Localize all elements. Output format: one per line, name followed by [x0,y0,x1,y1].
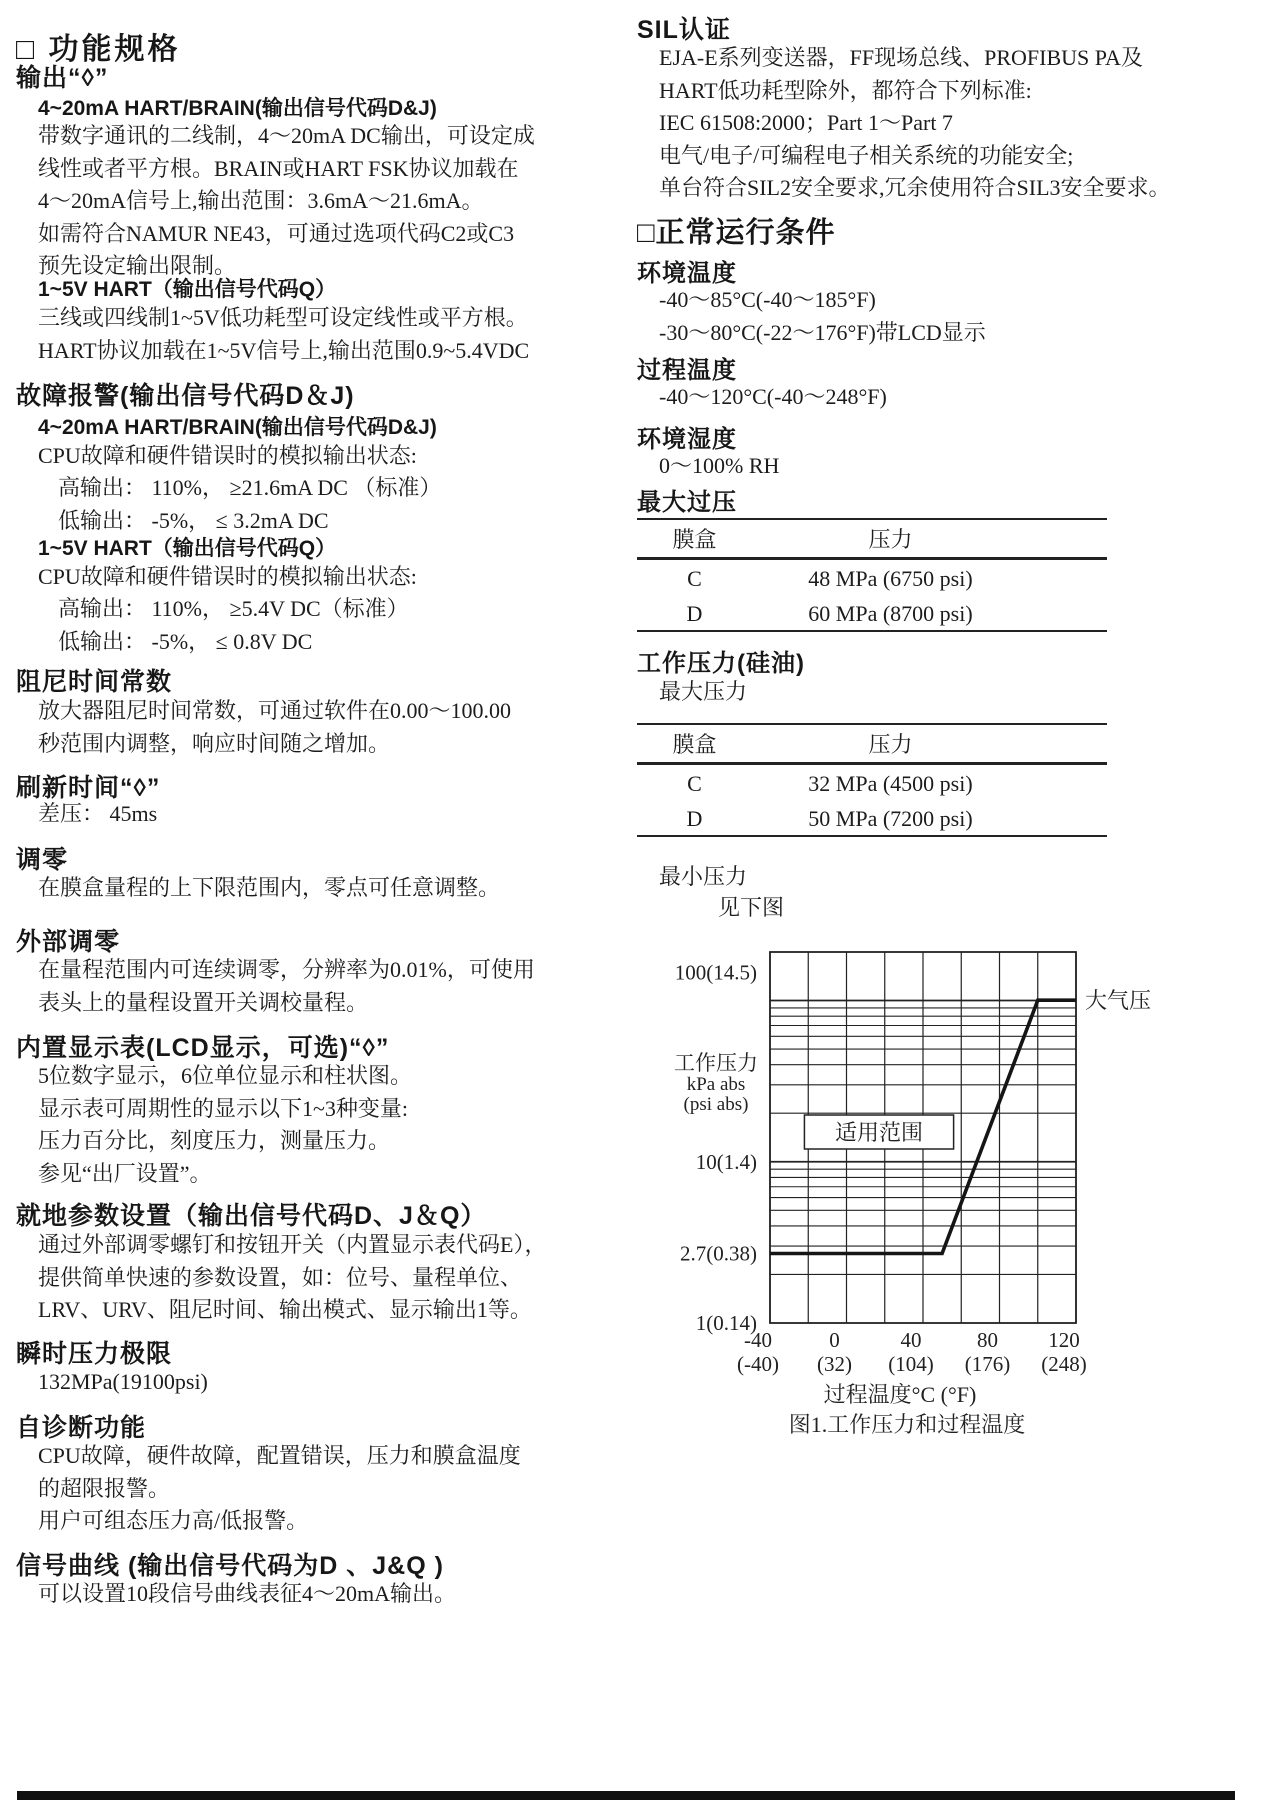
range-box-label: 适用范围 [835,1120,924,1146]
section-heading: 自诊断功能 [16,1414,147,1442]
text-line: 显示表可周期性的显示以下1~3种变量: [38,1095,409,1121]
pressure-cell: 50 MPa (7200 psi) [808,806,973,831]
subheading: 1~5V HART（输出信号代码Q） [38,278,337,301]
paragraph [637,284,1267,349]
paragraph [16,695,616,760]
text-line: 低输出： -5%， ≤ 0.8V DC [58,628,313,654]
table-row [637,598,1107,630]
text-line: 三线或四线制1~5V低功耗型可设定线性或平方根。 [38,305,528,330]
table-header-row [637,520,1107,560]
text-line: 可以设置10段信号曲线表征4～20mA输出。 [38,1581,457,1606]
capsule-cell: C [687,771,702,796]
text-line: EJA-E系列变送器，FF现场总线、PROFIBUS PA及 [659,45,1143,70]
section-heading: 内置显示表(LCD显示，可选)“◊” [16,1034,390,1062]
text-line: 在量程范围内可连续调零，分辨率为0.01%，可使用 [38,957,535,982]
paragraph [16,120,616,283]
subheading: 最小压力 [659,864,748,889]
section-heading: 刷新时间“◊” [16,774,161,802]
text-line: 压力百分比，刻度压力，测量压力。 [38,1128,391,1153]
figure-caption: 图1.工作压力和过程温度 [788,1412,1026,1437]
text-line: -40～120°C(-40～248°F) [659,384,887,409]
capsule-cell: C [687,566,702,591]
text-line: 5位数字显示，6位单位显示和柱状图。 [38,1063,413,1088]
text-line: 预先设定输出限制。 [38,253,237,278]
section-heading: 瞬时压力极限 [16,1340,173,1368]
x-tick-label-c: 40 [900,1328,922,1352]
footer-rule [17,1791,1235,1800]
text-line: IEC 61508:2000；Part 1～Part 7 [659,110,953,135]
x-tick-label-c: 0 [829,1328,840,1352]
text-line: CPU故障和硬件错误时的模拟输出状态: [38,564,417,589]
section-title-normal-operating: □正常运行条件 [637,217,836,249]
text-line: LRV、URV、阻尼时间、输出模式、显示输出1等。 [38,1297,532,1322]
y-axis-label: 工作压力 [674,1051,758,1075]
column-header: 膜盒 [672,527,717,552]
section-heading: 信号曲线 (输出信号代码为D 、J&Q ) [16,1552,444,1580]
text-line: 线性或者平方根。BRAIN或HART FSK协议加载在 [38,155,519,181]
text-line: 电气/电子/可编程电子相关系统的功能安全; [659,142,1074,168]
section-heading: 故障报警(输出信号代码D＆J) [16,382,355,410]
text-line: 单台符合SIL2安全要求,冗余使用符合SIL3安全要求。 [659,175,1171,200]
text-line: 放大器阻尼时间常数，可通过软件在0.00～100.00 [38,698,512,723]
text-line: 表头上的量程设置开关调校量程。 [38,989,369,1015]
section-heading: 最大过压 [637,489,737,516]
section-heading: 阻尼时间常数 [16,668,173,696]
text-line: -30～80°C(-22～176°F)带LCD显示 [659,319,986,345]
x-tick-label-f: (176) [964,1352,1011,1376]
text-line: HART低功耗型除外，都符合下列标准: [659,77,1032,103]
text-line: 132MPa(19100psi) [38,1369,208,1394]
paragraph [16,1060,616,1190]
y-tick-label: 10(1.4) [695,1149,757,1174]
text-line: CPU故障，硬件故障，配置错误，压力和膜盒温度 [38,1443,521,1468]
see-figure-note: 见下图 [718,895,785,920]
text-line: 高输出： 110%， ≥5.4V DC（标准） [58,596,409,621]
section-heading: SIL认证 [637,16,731,44]
pressure-cell: 48 MPa (6750 psi) [808,566,973,591]
section-heading: 就地参数设置（输出信号代码D、J＆Q） [16,1202,487,1230]
x-tick-label-f: (-40) [737,1352,779,1376]
y-tick-label: 1(0.14) [695,1311,757,1335]
paragraph [16,472,616,537]
column-header: 膜盒 [672,732,717,757]
overpressure-table [637,518,1107,632]
section-heading: 过程温度 [637,357,737,384]
pressure-cell: 60 MPa (8700 psi) [808,601,973,626]
section-heading: 调零 [16,846,69,874]
paragraph [637,42,1267,205]
paragraph [16,954,616,1019]
text-line: HART协议加载在1~5V信号上,输出范围0.9~5.4VDC [38,337,530,363]
text-line: 秒范围内调整，响应时间随之增加。 [38,730,391,756]
y-tick-label: 100(14.5) [674,960,757,985]
text-line: 参见“出厂设置”。 [38,1160,212,1186]
x-axis-label: 过程温度°C (°F) [823,1382,977,1407]
text-line: 在膜盒量程的上下限范围内，零点可任意调整。 [38,875,501,900]
text-line: CPU故障和硬件错误时的模拟输出状态: [38,443,417,468]
paragraph [16,1440,616,1538]
text-line: 如需符合NAMUR NE43，可通过选项代码C2或C3 [38,220,515,246]
text-line: 4～20mA信号上,输出范围：3.6mA～21.6mA。 [38,188,484,213]
table-row [637,803,1107,835]
section-heading: 环境湿度 [637,426,737,453]
subheading: 4~20mA HART/BRAIN(输出信号代码D&J) [38,97,437,120]
text-line: 低输出： -5%， ≤ 3.2mA DC [58,507,329,533]
text-line: 高输出： 110%， ≥21.6mA DC （标准） [58,475,442,500]
section-heading: 工作压力(硅油) [637,650,805,677]
paragraph [16,1229,616,1327]
table-row [637,560,1107,598]
section-heading: 环境温度 [637,260,737,287]
section-heading: 输出“◊” [16,64,109,92]
text-line: 用户可组态压力高/低报警。 [38,1508,309,1533]
text-line: 差压： 45ms [38,801,158,826]
subheading: 1~5V HART（输出信号代码Q） [38,537,337,560]
figure1-svg [600,938,1260,1438]
paragraph [16,302,616,367]
text-line: 通过外部调零螺钉和按钮开关（内置显示表代码E）， [38,1232,547,1257]
column-header: 压力 [868,527,913,552]
text-line: 带数字通讯的二线制，4～20mA DC输出，可设定成 [38,123,535,148]
subheading: 最大压力 [659,679,748,704]
y-tick-label: 2.7(0.38) [680,1241,757,1266]
working-pressure-table [637,723,1107,837]
text-line: 的超限报警。 [38,1475,171,1501]
page-title: □ 功能规格 [16,33,181,66]
text-line: -40～85°C(-40～185°F) [659,287,876,312]
text-line: 0～100% RH [659,453,780,478]
pressure-cell: 32 MPa (4500 psi) [808,771,973,796]
y-axis-label: kPa abs [686,1074,746,1095]
x-tick-label-c: 120 [1048,1328,1080,1352]
capsule-cell: D [686,601,703,626]
atmosphere-label: 大气压 [1085,988,1152,1014]
capsule-cell: D [686,806,703,831]
column-header: 压力 [868,732,913,757]
x-tick-label-f: (104) [888,1352,934,1376]
text-line: 提供简单快速的参数设置，如：位号、量程单位、 [38,1264,523,1290]
figure1-chart [600,938,1260,1438]
paragraph [16,593,616,658]
x-tick-label-c: 80 [977,1328,998,1352]
x-tick-label-f: (248) [1041,1352,1087,1376]
y-axis-label: (psi abs) [683,1094,749,1115]
x-tick-label-f: (32) [817,1352,852,1376]
x-tick-label-c: -40 [744,1328,772,1352]
section-heading: 外部调零 [16,928,121,956]
subheading: 4~20mA HART/BRAIN(输出信号代码D&J) [38,416,437,439]
table-header-row [637,725,1107,765]
table-row [637,765,1107,803]
